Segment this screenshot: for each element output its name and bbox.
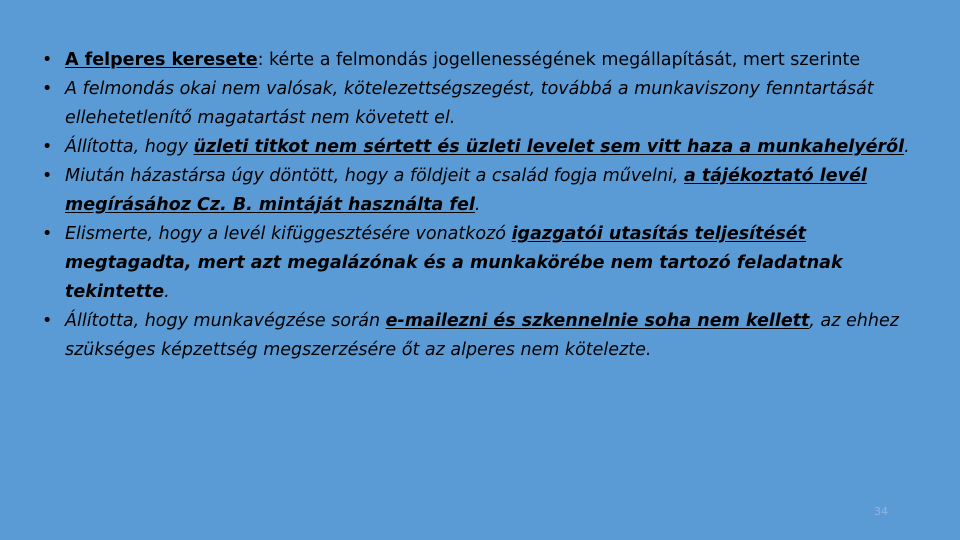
bullet-text: . (474, 195, 481, 215)
bullet-text: Állította, hogy (65, 137, 194, 157)
bullet-item (38, 307, 938, 365)
bullet-item (38, 162, 938, 220)
bullet-item (38, 220, 938, 307)
bullet-text: , az ehhez szükséges képzettség megszerzésére őt az alperes nem kötelezte. (65, 311, 899, 360)
bullet-text: A felmondás okai nem valósak, kötelezettségszegést, továbbá a munkaviszony fenntartását ellehetetlenítő magatartást nem követett el. (65, 79, 874, 128)
bullet-text-bold: e-mailezni és szkennelnie soha nem kellett (385, 311, 810, 331)
bullet-dot: • (42, 166, 53, 186)
bullet-dot: • (42, 137, 53, 157)
bullet-item (38, 46, 938, 75)
bullet-dot: • (42, 224, 53, 244)
bullet-dot: • (42, 79, 53, 99)
bullet-dot: • (42, 311, 53, 331)
bullet-item (38, 75, 938, 133)
bullet-text-bold: üzleti titkot nem sértett és üzleti levelet sem vitt haza a munkahelyéről (193, 137, 905, 157)
bullet-text: . (904, 137, 910, 157)
bullet-text-bold: megtagadta, mert azt megalázónak és a munkakörébe nem tartozó feladatnak tekintette (65, 253, 843, 302)
bullet-text: : kérte a felmondás jogellenességének megállapítását, mert szerinte (257, 50, 861, 70)
bullet-text-bold: a tájékoztató levél megírásához Cz. B. mintáját használta fel (65, 166, 867, 215)
bullet-text: Elismerte, hogy a levél kifüggesztésére vonatkozó (65, 224, 512, 244)
page-number: 34 (874, 505, 888, 518)
bullet-dot: • (42, 50, 53, 70)
bullet-list (38, 46, 938, 365)
bullet-text-bold: A felperes keresete (65, 50, 258, 70)
bullet-text: . (164, 282, 170, 302)
bullet-text: Miután házastársa úgy döntött, hogy a földjeit a család fogja művelni, (65, 166, 684, 186)
bullet-item (38, 133, 938, 162)
bullet-text: Állította, hogy munkavégzése során (65, 311, 386, 331)
bullet-text-bold: igazgatói utasítás teljesítését (511, 224, 807, 244)
